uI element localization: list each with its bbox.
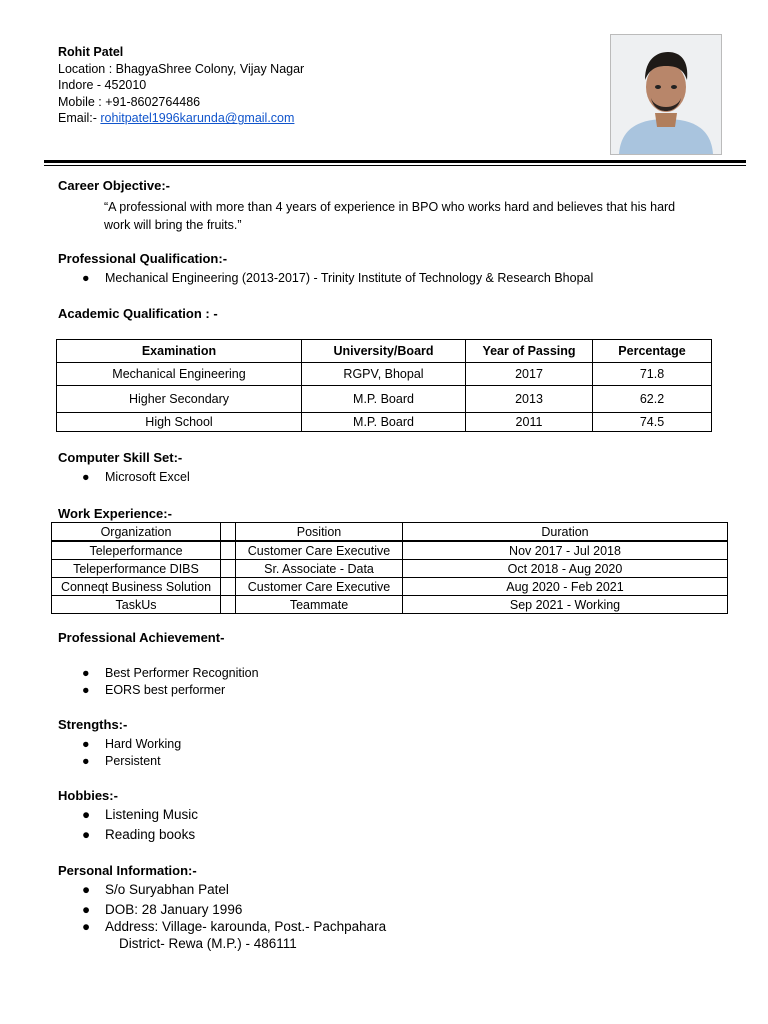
bullet-icon: ● (82, 902, 91, 917)
table-cell: 2011 (466, 413, 593, 432)
table-cell: Teleperformance (52, 541, 221, 560)
table-cell: Mechanical Engineering (57, 363, 302, 386)
column-header: Examination (57, 340, 302, 363)
bullet-icon: ● (82, 827, 91, 842)
table-cell: 74.5 (593, 413, 712, 432)
list-item-text: DOB: 28 January 1996 (105, 902, 243, 917)
list-item (82, 666, 259, 680)
career-objective-heading: Career Objective:- (58, 178, 170, 193)
bullet-icon: ● (82, 754, 90, 768)
list-item-text: S/o Suryabhan Patel (105, 882, 229, 897)
career-objective-text (104, 198, 675, 234)
list-item-text: Reading books (105, 827, 196, 842)
spacer-cell (221, 596, 236, 614)
table-header-row (52, 523, 728, 542)
table-cell: Conneqt Business Solution (52, 578, 221, 596)
column-header: Organization (52, 523, 221, 542)
person-photo-icon (611, 35, 721, 154)
list-item-text: EORS best performer (105, 683, 226, 697)
table-row (57, 413, 712, 432)
table-cell: Sep 2021 - Working (403, 596, 728, 614)
work-experience-table (51, 522, 728, 614)
academic-qualification-heading: Academic Qualification : - (58, 306, 218, 321)
professional-qualification-heading: Professional Qualification:- (58, 251, 228, 266)
mobile-line: Mobile : +91-8602764486 (58, 94, 201, 109)
spacer-cell (221, 541, 236, 560)
list-item-text: Hard Working (105, 737, 182, 751)
table-cell: Higher Secondary (57, 386, 302, 413)
table-row (57, 363, 712, 386)
list-item-text: Mechanical Engineering (2013-2017) - Trinity Institute of Technology & Research Bhopal (105, 271, 594, 285)
table-row (52, 560, 728, 578)
list-item-text: Persistent (105, 754, 161, 768)
location-line: Location : BhagyaShree Colony, Vijay Nagar (58, 61, 305, 76)
table-cell: M.P. Board (302, 386, 466, 413)
email-line (58, 110, 304, 127)
list-item-text: Address: Village- karounda, Post.- Pachpahara (105, 919, 387, 934)
bullet-icon: ● (82, 807, 91, 822)
table-cell: 2017 (466, 363, 593, 386)
column-header: Position (236, 523, 403, 542)
list-item-text: Microsoft Excel (105, 470, 190, 484)
achievement-heading: Professional Achievement- (58, 630, 225, 645)
address-line-2: District- Rewa (M.P.) - 486111 (119, 936, 297, 951)
table-cell: Teleperformance DIBS (52, 560, 221, 578)
spacer-cell (221, 578, 236, 596)
bullet-icon: ● (82, 882, 91, 897)
column-header: Percentage (593, 340, 712, 363)
list-item (82, 827, 195, 842)
list-item (82, 882, 229, 897)
column-header: University/Board (302, 340, 466, 363)
table-cell: Nov 2017 - Jul 2018 (403, 541, 728, 560)
list-item (82, 737, 181, 751)
hobbies-heading: Hobbies:- (58, 788, 118, 803)
profile-photo (610, 34, 722, 155)
work-experience-heading: Work Experience:- (58, 506, 172, 521)
bullet-icon: ● (82, 666, 90, 680)
city-line: Indore - 452010 (58, 78, 147, 93)
list-item (82, 902, 242, 917)
column-header: Duration (403, 523, 728, 542)
list-item-text: Listening Music (105, 807, 199, 822)
table-cell: Oct 2018 - Aug 2020 (403, 560, 728, 578)
table-cell: 2013 (466, 386, 593, 413)
bullet-icon: ● (82, 271, 90, 285)
table-cell: Sr. Associate - Data (236, 560, 403, 578)
career-text-line: work will bring the fruits.” (104, 218, 242, 232)
list-item-text: Best Performer Recognition (105, 666, 259, 680)
table-cell: RGPV, Bhopal (302, 363, 466, 386)
table-cell: Customer Care Executive (236, 541, 403, 560)
bullet-icon: ● (82, 919, 91, 934)
bullet-icon: ● (82, 737, 90, 751)
table-cell: TaskUs (52, 596, 221, 614)
email-link[interactable]: rohitpatel1996karunda@gmail.com (100, 111, 295, 126)
table-cell: M.P. Board (302, 413, 466, 432)
bullet-icon: ● (82, 470, 90, 484)
strengths-heading: Strengths:- (58, 717, 128, 732)
list-item (82, 271, 593, 285)
column-header: Year of Passing (466, 340, 593, 363)
table-row (57, 386, 712, 413)
list-item (82, 470, 190, 484)
academic-table (56, 339, 712, 432)
header-divider-thin (44, 165, 746, 166)
bullet-icon: ● (82, 683, 90, 697)
candidate-name: Rohit Patel (58, 45, 124, 59)
table-cell: Teammate (236, 596, 403, 614)
career-text-line: “A professional with more than 4 years of experience in BPO who works hard and believes that his hard (104, 200, 676, 214)
table-cell: 62.2 (593, 386, 712, 413)
email-label: Email:- (58, 111, 101, 126)
list-item (82, 683, 225, 697)
list-item (82, 807, 198, 822)
table-cell: Aug 2020 - Feb 2021 (403, 578, 728, 596)
table-row (52, 541, 728, 560)
table-cell: 71.8 (593, 363, 712, 386)
contact-header (58, 44, 304, 127)
header-divider (44, 160, 746, 163)
computer-skill-heading: Computer Skill Set:- (58, 450, 183, 465)
list-item (82, 919, 386, 934)
spacer-cell (221, 523, 236, 542)
list-item (82, 754, 161, 768)
table-row (52, 578, 728, 596)
spacer-cell (221, 560, 236, 578)
table-cell: High School (57, 413, 302, 432)
personal-info-heading: Personal Information:- (58, 863, 197, 878)
table-cell: Customer Care Executive (236, 578, 403, 596)
table-header-row (57, 340, 712, 363)
table-row (52, 596, 728, 614)
